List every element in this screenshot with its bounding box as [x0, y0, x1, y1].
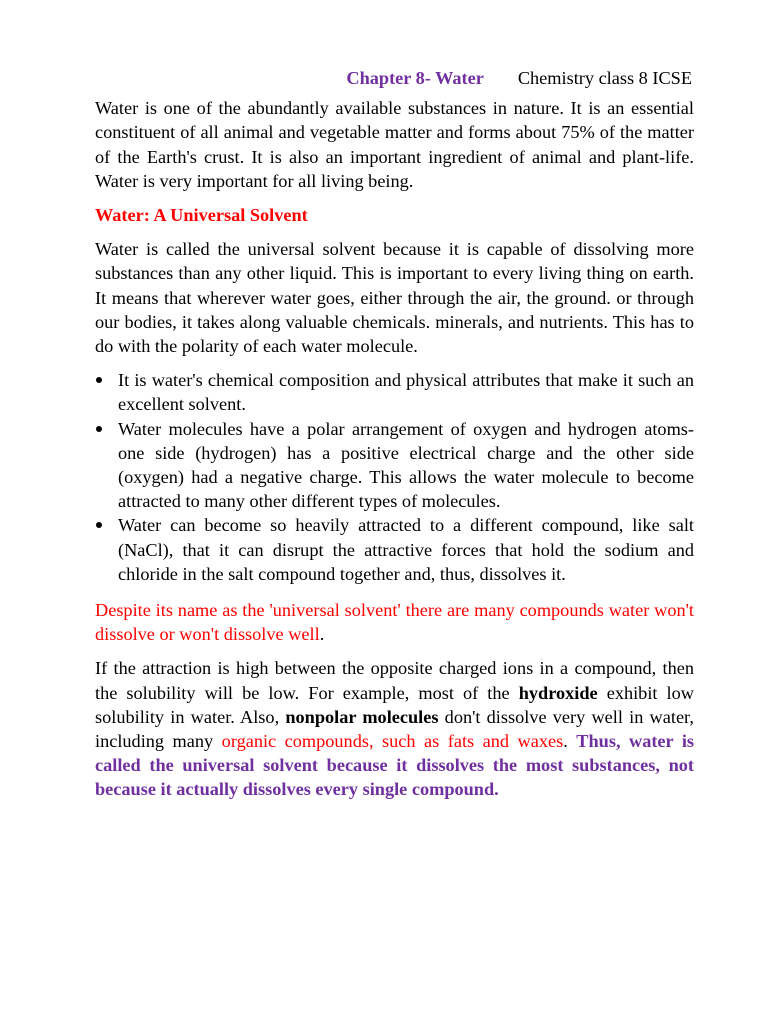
hydroxide-term: hydroxide: [518, 682, 598, 703]
universal-solvent-paragraph: Water is called the universal solvent because it is capable of dissolving more substances than any other liquid. This is important to every living thing on earth. It means that wherever water goes, either through the air, the ground. or through our bodies, it takes along valuable chemicals. minerals, and nutrients. This has to do with the polarity of each water molecule.: [95, 239, 694, 357]
bullet-icon: [96, 377, 102, 383]
solubility-text-3: don't dissolve very well in water, including many: [95, 706, 694, 752]
page-header: [95, 66, 694, 90]
bullet-list: [95, 368, 694, 586]
list-item: [95, 368, 694, 416]
list-item: [95, 417, 694, 514]
intro-paragraph: Water is one of the abundantly available substances in nature. It is an essential constituent of all animal and vegetable matter and forms about 75% of the matter of the Earth's crust. It is also an important ingredient of animal and plant-life. Water is very important for all living being.: [95, 98, 694, 191]
bullet-icon: [96, 426, 102, 432]
list-item-text: It is water's chemical composition and physical attributes that make it such an excellent solvent.: [118, 370, 694, 415]
solubility-paragraph: [95, 656, 694, 801]
list-item: [95, 513, 694, 586]
conclusion-sentence: Thus, water is called the universal solvent because it dissolves the most substances, not because it actually dissolves every single compound.: [95, 731, 695, 800]
exception-note-text: Despite its name as the 'universal solvent' there are many compounds water won't dissolve or won't dissolve well: [95, 600, 694, 645]
exception-note: [95, 598, 694, 646]
chapter-title: Chapter 8- Water: [346, 68, 484, 88]
exception-note-end: .: [319, 624, 325, 645]
subject-label: Chemistry class 8 ICSE: [517, 68, 692, 88]
bullet-icon: [96, 522, 102, 528]
solubility-text-2: exhibit low solubility in water. Also,: [95, 682, 694, 727]
nonpolar-term: nonpolar molecules: [285, 706, 439, 727]
list-item-text: Water can become so heavily attracted to a different compound, like salt (NaCl), that it can disrupt the attractive forces that hold the sodium and chloride in the salt compound together and, thus, dissolves it.: [118, 515, 694, 584]
solubility-text-4: .: [563, 731, 577, 752]
solubility-text-1: If the attraction is high between the opposite charged ions in a compound, then the solubility will be low. For example, most of the: [95, 658, 694, 703]
list-item-text: Water molecules have a polar arrangement of oxygen and hydrogen atoms- one side (hydrogen) has a positive electrical charge and the other side (oxygen) had a negative charge. This allows the water molecule to become attracted to many other different types of molecules.: [118, 418, 694, 512]
section-heading: Water: A Universal Solvent: [95, 205, 308, 226]
organic-compounds-phrase: organic compounds, such as fats and waxes: [221, 731, 564, 752]
